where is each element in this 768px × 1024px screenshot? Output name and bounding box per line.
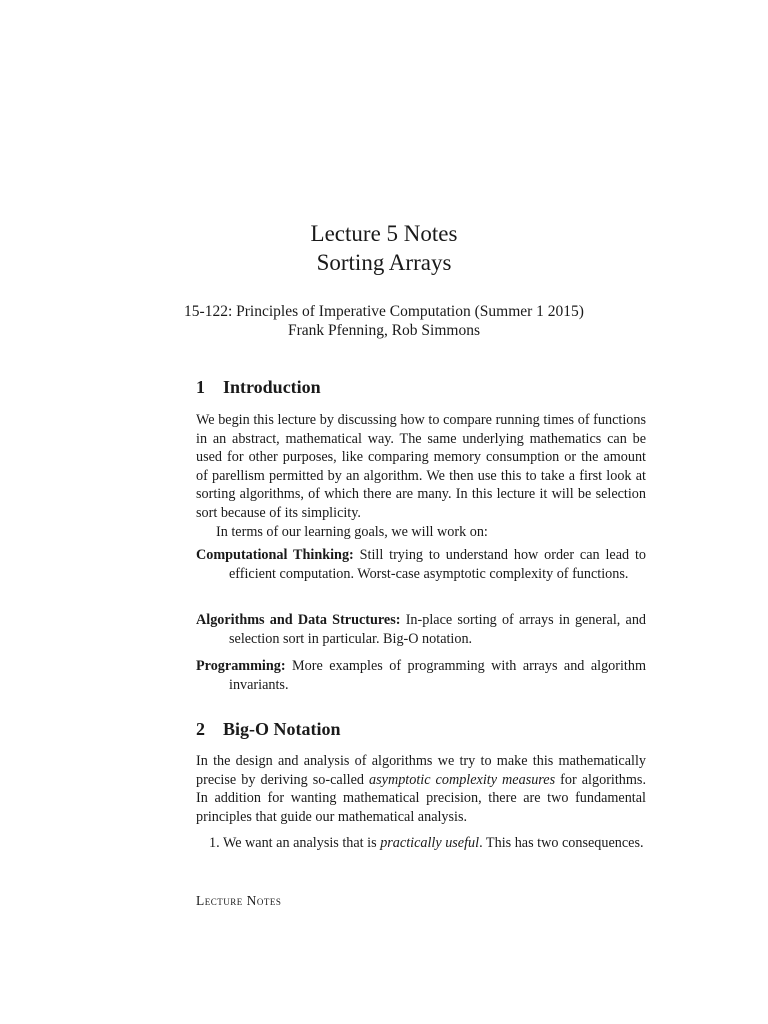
lecture-subtitle: Sorting Arrays [316,250,452,275]
emphasis-run: practically useful [380,835,480,851]
footer-label: Lecture Notes [196,893,282,908]
section-1-heading [196,376,646,398]
goal-term: Algorithms and Data Structures: [196,612,401,628]
section-2-body [196,752,646,826]
goal-item-programming [196,657,646,694]
section-1-title: Introduction [223,377,321,397]
goal-item-computational-thinking [196,546,646,583]
section-2-number: 2 [196,719,205,739]
goal-term: Programming: [196,658,286,674]
lecture-title: Lecture 5 Notes [310,221,458,246]
emphasis-run: asymptotic complexity measures [369,771,556,788]
big-o-paragraph [196,752,646,826]
section-1-number: 1 [196,377,205,397]
page-footer [196,893,281,909]
section-1-body [196,411,646,541]
intro-paragraph: We begin this lecture by discussing how to compare running times of functions in an abstract, mathematical way. The same underlying mathematics can be used for other purposes, like comparing memory consumption or the amount of parellism permitted by an algorithm. We then use this to take a first look at sorting algorithms, of which there are many. In this lecture it will be selection sort because of its simplicity. [196,412,646,521]
authors-line: Frank Pfenning, Rob Simmons [287,322,481,339]
section-2-heading [196,718,646,740]
goal-desc: Still trying to understand how order can lead to efficient computation. Worst-case asymptotic complexity of functions. [229,547,646,582]
goal-desc: In-place sorting of arrays in general, and selection sort in particular. Big-O notation. [229,612,647,647]
text-run: In the design and analysis of algorithms we try to make this mathematically precise by deriving so-called [196,753,646,788]
section-2-title: Big-O Notation [223,719,341,739]
text-run: for algorithms. In addition for wanting mathematical precision, there are two fundamental principles that guide our mathematical analysis. [196,771,646,825]
goal-desc: More examples of programming with arrays and algorithm invariants. [229,658,647,693]
title-block [0,219,768,277]
goal-term: Computational Thinking: [196,547,354,563]
learning-goals-intro: In terms of our learning goals, we will work on: [216,523,488,540]
enum-item-1 [196,834,646,853]
meta-block [0,302,768,340]
goal-item-algorithms [196,611,646,648]
text-run: . This has two consequences. [479,835,644,851]
course-line: 15-122: Principles of Imperative Computation (Summer 1 2015) [184,303,584,320]
enum-number: 1. [209,835,220,851]
text-run: We want an analysis that is [222,835,381,851]
